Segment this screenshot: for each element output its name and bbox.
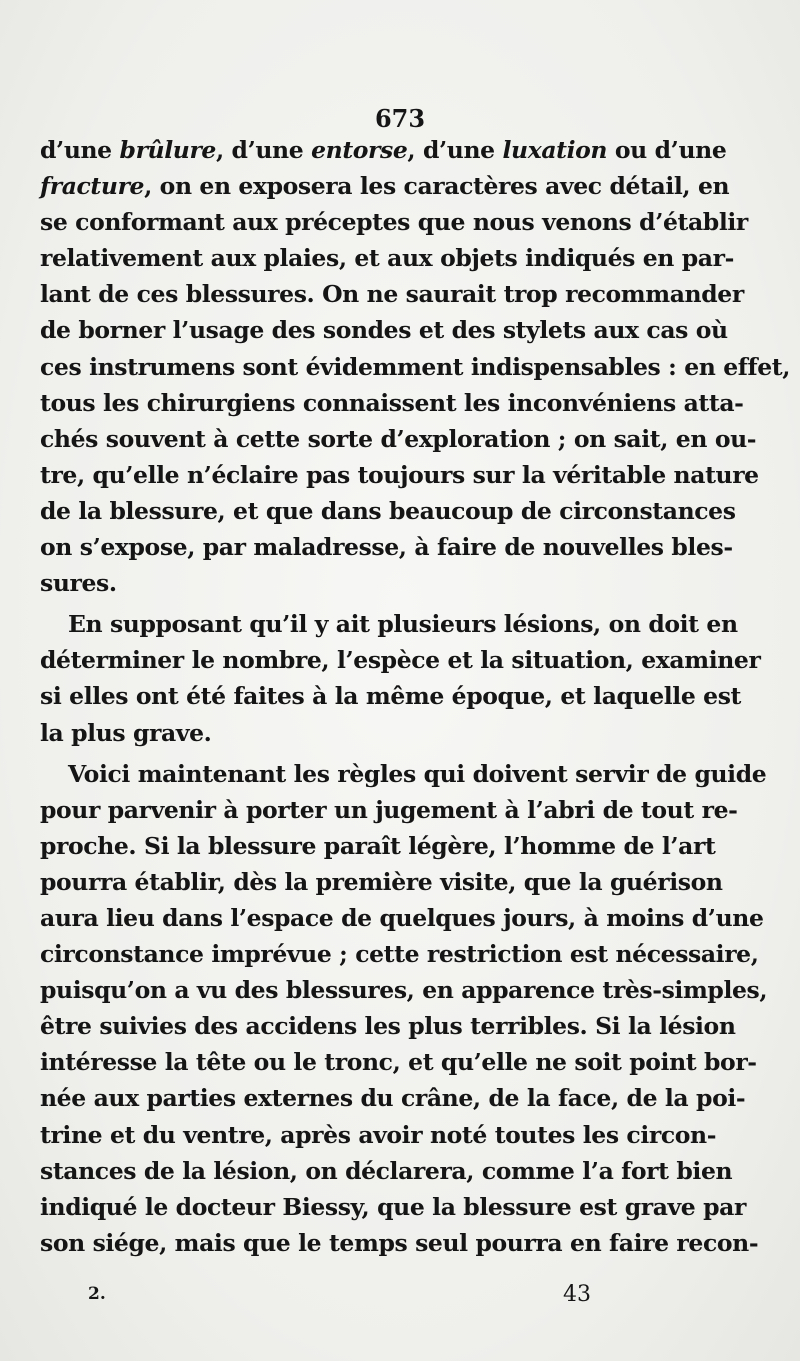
text-line [40,828,716,864]
text-run: son siége, mais que le temps seul pourra en faire recon- [40,1228,759,1257]
text-run: d’une [40,136,120,164]
signature-mark: 2. [88,1284,106,1304]
text-line [40,240,734,276]
text-run: lant de ces blessures. On ne saurait trop recommander [40,280,744,309]
text-line [40,1008,736,1044]
text-run: En supposant qu’il y ait plusieurs lésions, on doit en [68,610,738,639]
text-line [40,1044,757,1080]
italic-term: fracture [40,172,145,201]
text-run: stances de la lésion, on déclarera, comme l’a fort bien [40,1156,733,1185]
text-line [40,385,744,421]
text-run: chés souvent à cette sorte d’exploration ; on sait, en ou- [40,424,757,453]
text-line [40,864,723,900]
text-line [40,1225,759,1261]
text-line [40,1189,746,1225]
text-run: tous les chirurgiens connaissent les inconvéniens atta- [40,388,744,417]
text-line [40,132,727,168]
text-line [40,606,738,642]
text-run: déterminer le nombre, l’espèce et la situation, examiner [40,646,761,675]
text-run: tre, qu’elle n’éclaire pas toujours sur la véritable nature [40,460,759,489]
text-run: , on en exposera les caractères avec détail, en [144,172,730,201]
text-run: trine et du ventre, après avoir noté toutes les circon- [40,1120,717,1149]
text-line [40,715,659,751]
text-line [40,1153,733,1189]
text-run: , d’une [407,136,503,164]
text-line [40,1117,717,1153]
italic-term: luxation [502,136,608,164]
text-line [40,204,748,240]
text-run: pour parvenir à porter un jugement à l’abri de tout re- [40,795,738,824]
text-line [40,457,759,493]
text-run: indiqué le docteur Biessy, que la blessure est grave par [40,1192,746,1221]
text-line [40,493,736,529]
text-line [40,349,790,385]
text-line [40,168,730,204]
text-run: circonstance imprévue ; cette restriction est nécessaire, [40,940,759,969]
text-run: pourra établir, dès la première visite, que la guérison [40,867,723,896]
text-run: sures. [40,569,117,598]
text-run: ou d’une [607,136,727,164]
text-line [40,642,761,678]
text-line [40,936,759,972]
text-line [40,529,733,565]
body-text [40,132,790,1261]
text-run: relativement aux plaies, et aux objets indiqués en par- [40,244,734,273]
text-run: née aux parties externes du crâne, de la face, de la poi- [40,1084,746,1113]
text-run: on s’expose, par maladresse, à faire de nouvelles bles- [40,533,733,562]
text-run: si elles ont été faites à la même époque, et laquelle est [40,682,742,711]
italic-term: brûlure [119,136,216,164]
text-run: ces instrumens sont évidemment indispensables : en effet, [40,352,790,381]
text-run: de la blessure, et que dans beaucoup de circonstances [40,496,736,525]
text-line [40,972,768,1008]
text-line [40,792,738,828]
text-run: se conformant aux préceptes que nous venons d’établir [40,208,748,237]
text-run: puisqu’on a vu des blessures, en apparence très-simples, [40,976,768,1005]
text-run: la plus grave. [40,718,212,747]
text-line [40,900,764,936]
text-line [40,678,742,714]
text-run: Voici maintenant les règles qui doivent servir de guide [68,759,767,788]
text-line [40,276,744,312]
text-line [40,421,757,457]
text-run: , d’une [215,136,312,164]
text-run: proche. Si la blessure paraît légère, l’homme de l’art [40,831,716,860]
page-number: 673 [374,104,426,133]
italic-term: entorse [311,136,408,164]
text-line [40,565,659,601]
text-run: aura lieu dans l’espace de quelques jours, à moins d’une [40,903,764,932]
text-run: de borner l’usage des sondes et des stylets aux cas où [40,316,728,345]
text-run: intéresse la tête ou le tronc, et qu’elle ne soit point bor- [40,1048,757,1077]
text-line [40,312,728,348]
sheet-number: 43 [563,1282,591,1307]
text-run: être suivies des accidens les plus terribles. Si la lésion [40,1012,736,1041]
text-line [40,756,767,792]
text-line [40,1080,746,1116]
